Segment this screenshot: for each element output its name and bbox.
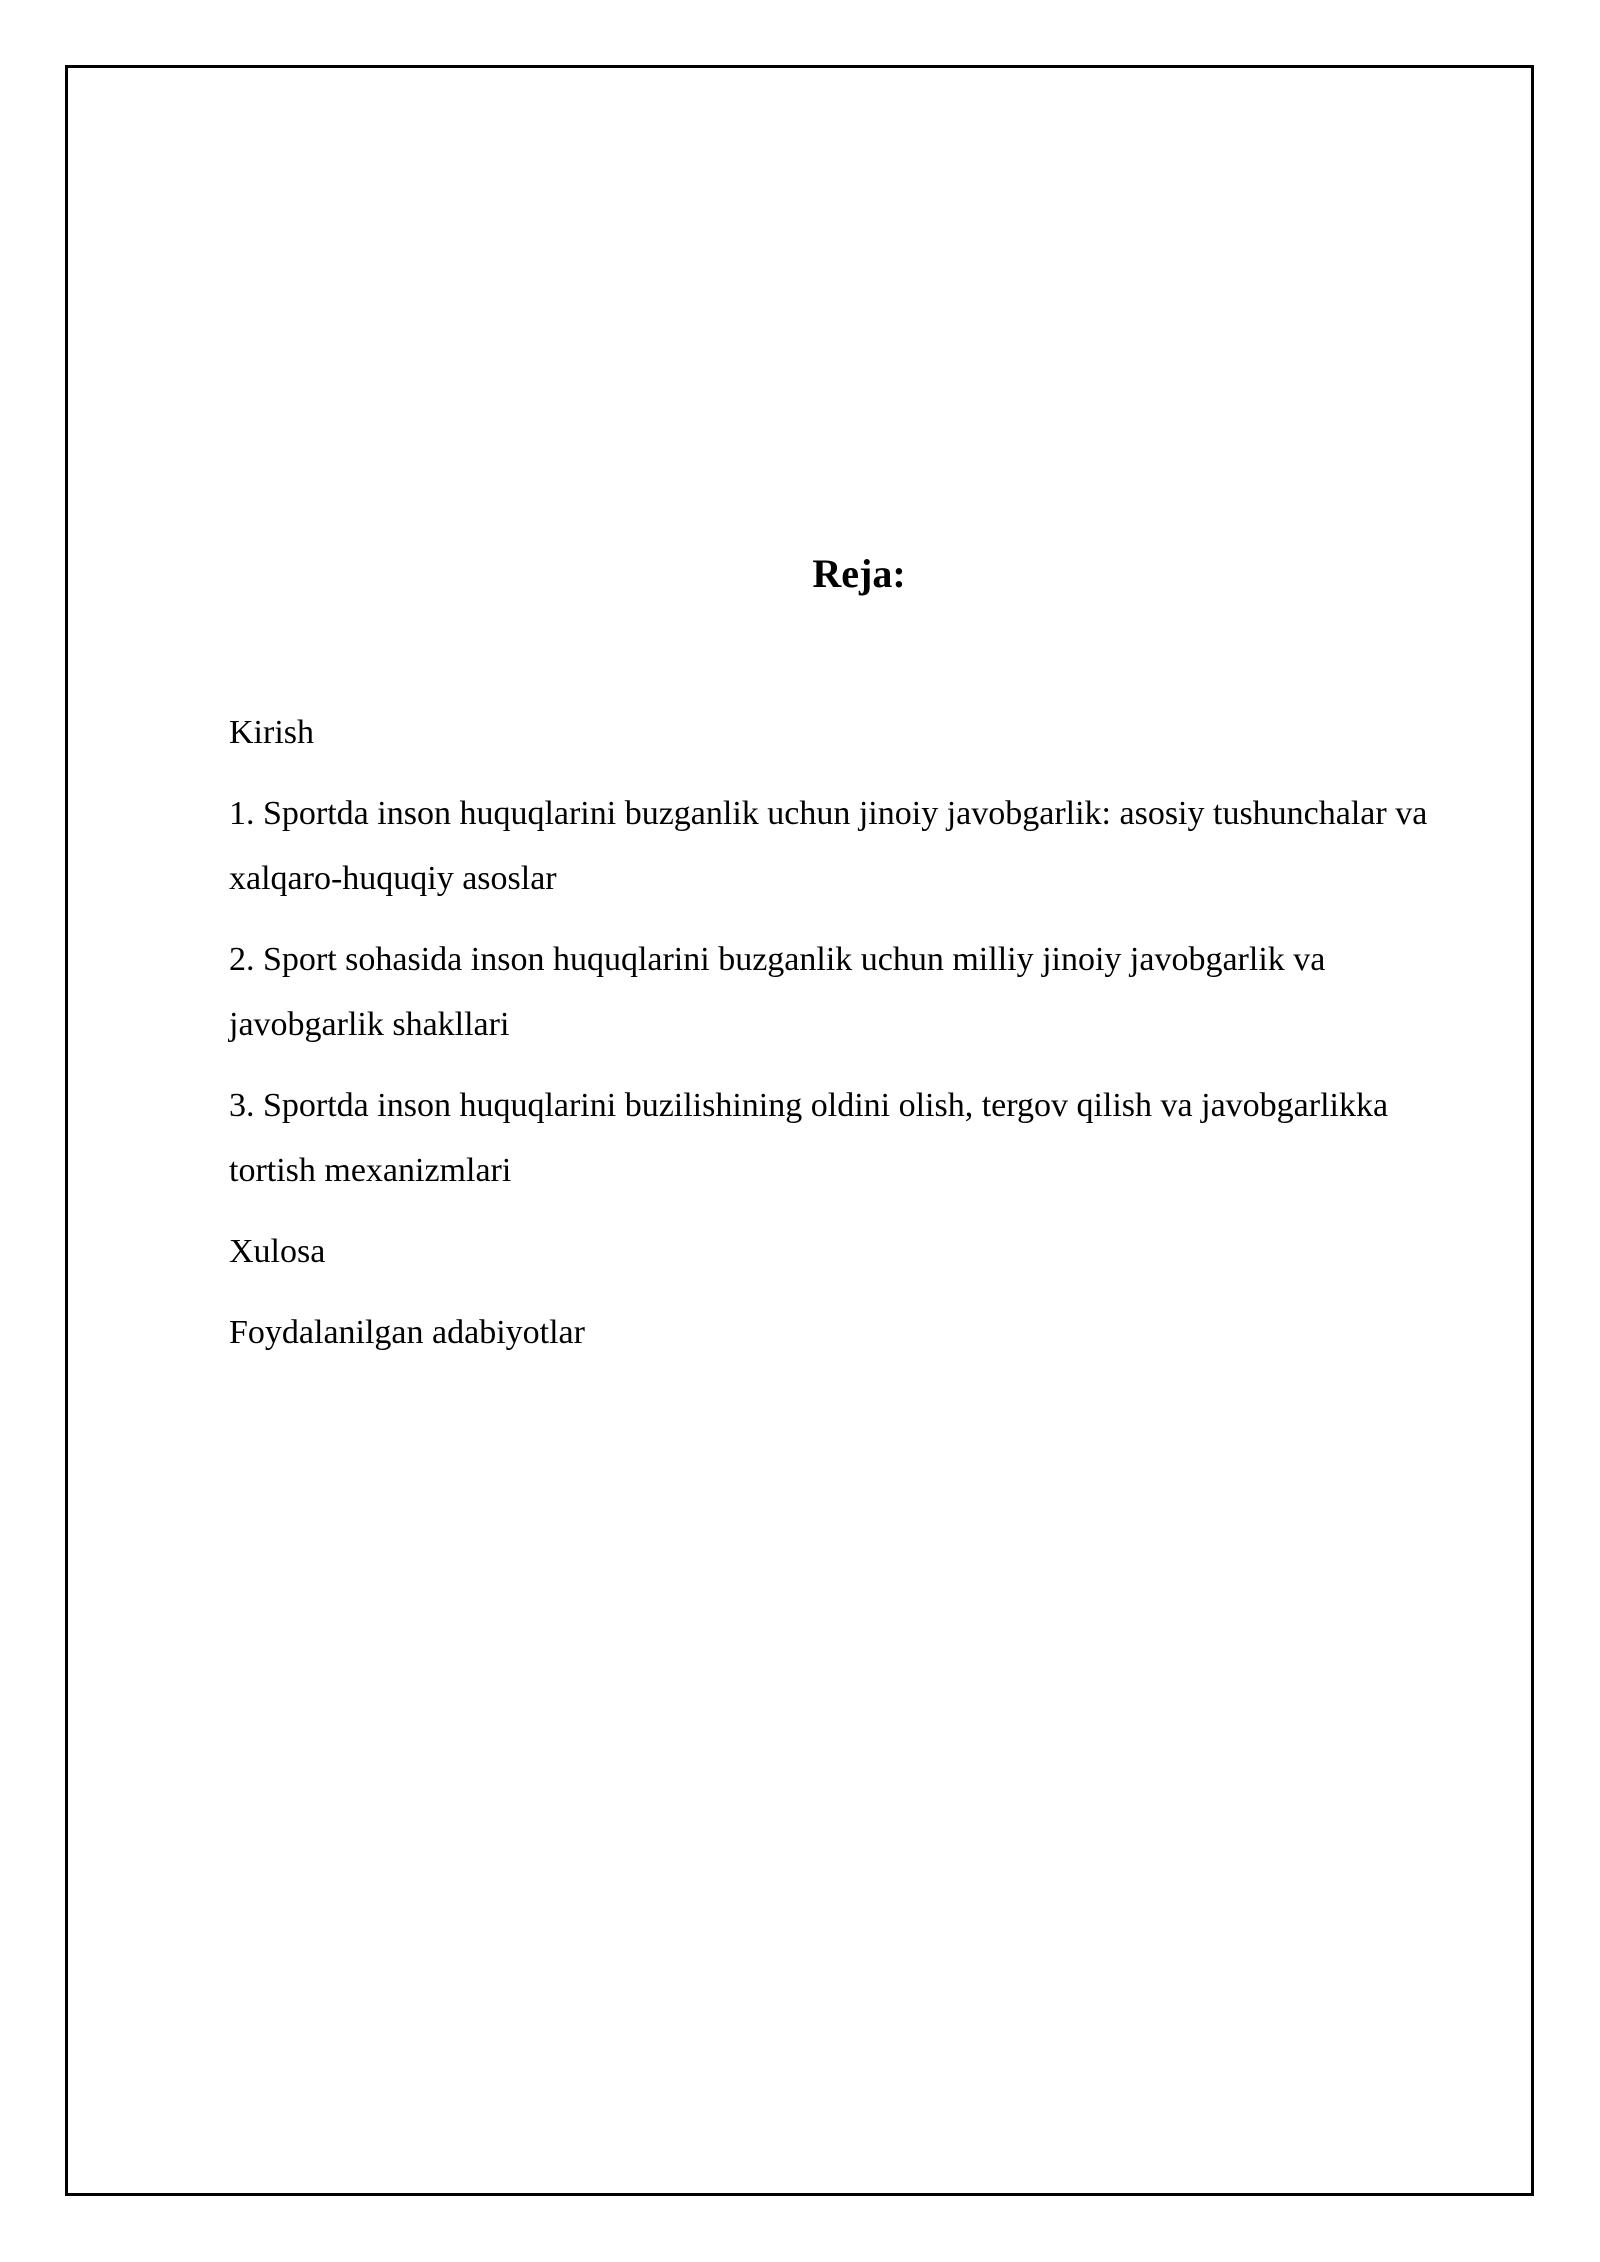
plan-item-introduction: Kirish (229, 714, 314, 751)
plan-item-references: Foydalanilgan adabiyotlar (229, 1314, 585, 1351)
plan-item-conclusion: Xulosa (229, 1233, 326, 1270)
plan-item-chapter-2: 2. Sport sohasida inson huquqlarini buzganlik uchun milliy jinoiy javobgarlik va javobgarlik shakllari (229, 941, 1326, 1043)
page-title: Reja: (812, 551, 906, 596)
plan-item-chapter-3: 3. Sportda inson huquqlarini buzilishining oldini olish, tergov qilish va javobgarlikka tortish mexanizmlari (229, 1087, 1389, 1189)
plan-list (229, 700, 1479, 1381)
plan-item-chapter-1: 1. Sportda inson huquqlarini buzganlik uchun jinoiy javobgarlik: asosiy tushunchalar va xalqaro-huquqiy asoslar (229, 795, 1428, 897)
